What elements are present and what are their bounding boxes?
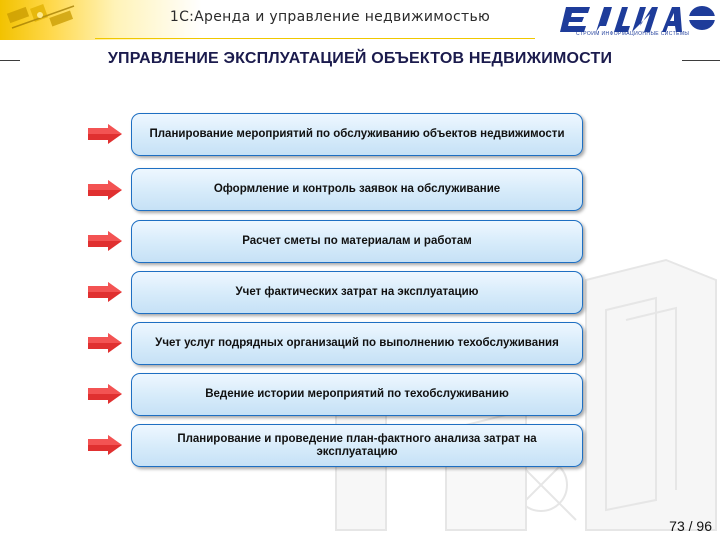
red-arrow-icon	[88, 384, 122, 404]
header-underline	[95, 38, 535, 39]
satellite-decoration-icon	[4, 2, 84, 36]
red-arrow-icon	[88, 333, 122, 353]
red-arrow-icon	[88, 435, 122, 455]
process-item	[131, 373, 583, 416]
logo-tagline: СТРОИМ ИНФОРМАЦИОННЫЕ СИСТЕМЫ	[576, 31, 690, 36]
presentation-title: 1С:Аренда и управление недвижимостью	[169, 9, 491, 25]
process-item-label: Планирование мероприятий по обслуживанию объектов недвижимости	[149, 128, 565, 140]
process-item	[131, 113, 583, 156]
title-rule-left	[0, 60, 20, 61]
process-item	[131, 424, 583, 467]
page-number: 73 / 96	[669, 518, 712, 534]
slide-title: УПРАВЛЕНИЕ ЭКСПЛУАТАЦИЕЙ ОБЪЕКТОВ НЕДВИЖИМОСТИ	[107, 50, 613, 67]
process-item-label: Планирование и проведение план-фактного анализа затрат на эксплуатацию	[177, 432, 537, 458]
process-item	[131, 271, 583, 314]
process-item-label: Учет услуг подрядных организаций по выполнению техобслуживания	[155, 337, 559, 349]
process-item-label: Оформление и контроль заявок на обслуживание	[213, 183, 501, 195]
process-item	[131, 220, 583, 263]
process-item	[131, 322, 583, 365]
title-rule-right	[682, 60, 720, 61]
red-arrow-icon	[88, 124, 122, 144]
process-item-label: Учет фактических затрат на эксплуатацию	[235, 286, 479, 298]
red-arrow-icon	[88, 180, 122, 200]
process-item-label: Расчет сметы по материалам и работам	[242, 235, 472, 247]
red-arrow-icon	[88, 282, 122, 302]
process-item	[131, 168, 583, 211]
process-item-label: Ведение истории мероприятий по техобслуживанию	[205, 388, 509, 400]
header-band	[0, 0, 720, 40]
elias-logo	[560, 4, 716, 36]
red-arrow-icon	[88, 231, 122, 251]
